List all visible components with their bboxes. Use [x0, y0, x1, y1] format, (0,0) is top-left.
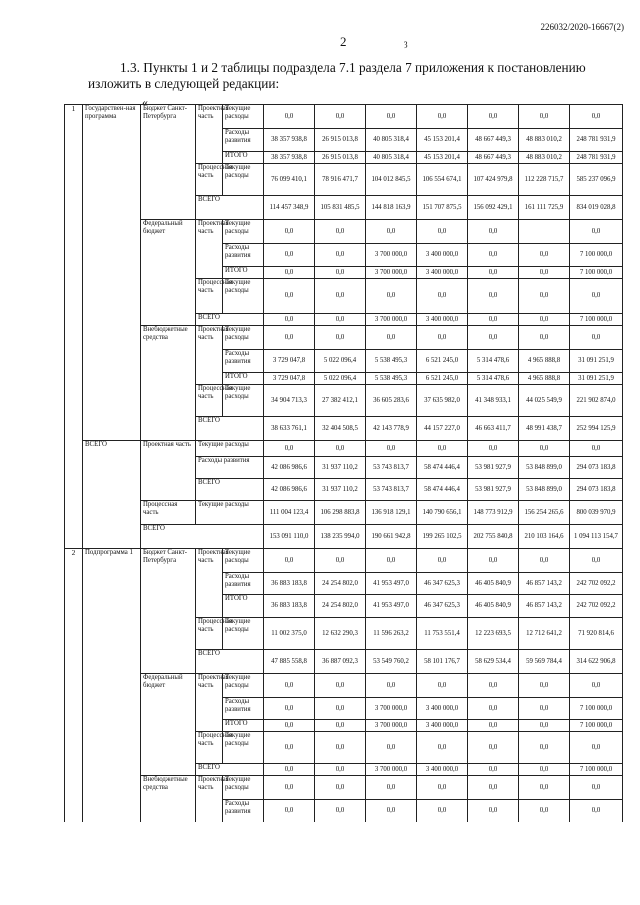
value-cell: 0,0: [468, 244, 519, 267]
value-cell: 156 254 265,6: [519, 501, 570, 525]
value-cell: 3 700 000,0: [366, 764, 417, 776]
value-cell: 0,0: [264, 279, 315, 314]
value-cell: 38 357 938,8: [264, 152, 315, 164]
value-cell: 0,0: [264, 732, 315, 764]
value-cell: 12 712 641,2: [519, 618, 570, 650]
value-cell: 3 700 000,0: [366, 314, 417, 326]
value-cell: 27 382 412,1: [315, 385, 366, 417]
value-cell: 42 143 778,9: [366, 417, 417, 441]
value-cell: 199 265 102,5: [417, 525, 468, 549]
value-cell: 0,0: [570, 279, 623, 314]
value-cell: 0,0: [417, 549, 468, 573]
value-cell: 31 091 251,9: [570, 350, 623, 373]
total-label: ВСЕГО: [196, 314, 264, 326]
value-cell: 11 002 375,0: [264, 618, 315, 650]
program-label: Государствен-ная программа: [83, 105, 141, 441]
value-cell: 0,0: [519, 105, 570, 129]
value-cell: 40 805 318,4: [366, 129, 417, 152]
value-cell: 0,0: [264, 720, 315, 732]
value-cell: 5 538 495,3: [366, 350, 417, 373]
total-label: ВСЕГО: [196, 764, 264, 776]
subtotal-label: ИТОГО: [223, 267, 264, 279]
value-cell: 46 347 625,3: [417, 595, 468, 618]
value-cell: 41 953 497,0: [366, 573, 417, 595]
value-cell: 46 347 625,3: [417, 573, 468, 595]
value-cell: 800 039 970,9: [570, 501, 623, 525]
value-cell: 151 707 875,5: [417, 196, 468, 220]
expense-label: Текущие расходы: [223, 776, 264, 800]
expense-label: Текущие расходы: [223, 279, 264, 314]
value-cell: 294 073 183,8: [570, 457, 623, 479]
table-row: [65, 220, 623, 244]
value-cell: 0,0: [417, 776, 468, 800]
page-number: 2: [340, 34, 347, 49]
value-cell: 0,0: [468, 674, 519, 698]
value-cell: 0,0: [468, 698, 519, 720]
table-row: [65, 776, 623, 800]
value-cell: 44 025 549,9: [519, 385, 570, 417]
value-cell: 0,0: [468, 267, 519, 279]
value-cell: 71 920 814,6: [570, 618, 623, 650]
value-cell: 221 902 874,0: [570, 385, 623, 417]
value-cell: 0,0: [264, 764, 315, 776]
value-cell: 48 883 010,2: [519, 129, 570, 152]
value-cell: 0,0: [417, 800, 468, 822]
expense-label: Текущие расходы: [223, 385, 264, 417]
value-cell: 41 953 497,0: [366, 595, 417, 618]
value-cell: 24 254 802,0: [315, 573, 366, 595]
value-cell: 0,0: [519, 764, 570, 776]
value-cell: 114 457 348,9: [264, 196, 315, 220]
value-cell: 0,0: [366, 674, 417, 698]
value-cell: 0,0: [264, 326, 315, 350]
subtotal-label: ИТОГО: [223, 373, 264, 385]
value-cell: 36 887 092,3: [315, 650, 366, 674]
value-cell: 5 022 096,4: [315, 373, 366, 385]
row-number: 2: [65, 549, 83, 822]
value-cell: 37 635 982,0: [417, 385, 468, 417]
value-cell: 3 700 000,0: [366, 267, 417, 279]
value-cell: 248 781 931,9: [570, 152, 623, 164]
value-cell: 190 661 942,8: [366, 525, 417, 549]
budget-label: Внебюджетные средства: [141, 326, 196, 441]
part-label: Процессная часть: [196, 279, 223, 314]
value-cell: 59 569 784,4: [519, 650, 570, 674]
value-cell: 0,0: [315, 720, 366, 732]
subprogram-label: Подпрограмма 1: [83, 549, 141, 822]
value-cell: 3 400 000,0: [417, 720, 468, 732]
part-label: Проектная часть: [196, 674, 223, 732]
value-cell: 47 885 558,8: [264, 650, 315, 674]
value-cell: 0,0: [366, 441, 417, 457]
value-cell: 46 857 143,2: [519, 573, 570, 595]
value-cell: 38 357 938,8: [264, 129, 315, 152]
value-cell: 3 729 047,8: [264, 373, 315, 385]
value-cell: 48 991 438,7: [519, 417, 570, 441]
part-label: Процессная часть: [196, 164, 223, 196]
value-cell: 0,0: [519, 698, 570, 720]
subtotal-label: ИТОГО: [223, 720, 264, 732]
value-cell: 0,0: [366, 776, 417, 800]
value-cell: 12 632 290,3: [315, 618, 366, 650]
value-cell: 0,0: [570, 776, 623, 800]
value-cell: 1 094 113 154,7: [570, 525, 623, 549]
value-cell: 0,0: [315, 314, 366, 326]
budget-label: Федеральный бюджет: [141, 220, 196, 326]
value-cell: 42 086 986,6: [264, 457, 315, 479]
stray-mark: ȝ: [404, 38, 408, 48]
value-cell: 0,0: [468, 326, 519, 350]
value-cell: 46 405 840,9: [468, 595, 519, 618]
value-cell: 0,0: [570, 732, 623, 764]
value-cell: 0,0: [264, 220, 315, 244]
value-cell: 53 848 899,0: [519, 457, 570, 479]
value-cell: 0,0: [468, 720, 519, 732]
table-row: [65, 326, 623, 350]
value-cell: 0,0: [366, 549, 417, 573]
total-label: ВСЕГО: [83, 441, 141, 549]
value-cell: 0,0: [468, 776, 519, 800]
value-cell: [519, 220, 570, 244]
expense-label: Текущие расходы: [196, 501, 264, 525]
part-label: Проектная часть: [196, 105, 223, 164]
value-cell: 5 538 495,3: [366, 373, 417, 385]
value-cell: 106 298 883,8: [315, 501, 366, 525]
value-cell: 834 019 028,8: [570, 196, 623, 220]
part-label: Проектная часть: [141, 441, 196, 501]
value-cell: 58 101 176,7: [417, 650, 468, 674]
value-cell: 7 100 000,0: [570, 764, 623, 776]
value-cell: 106 554 674,1: [417, 164, 468, 196]
total-label: ВСЕГО: [141, 525, 264, 549]
value-cell: 32 404 508,5: [315, 417, 366, 441]
value-cell: 3 700 000,0: [366, 720, 417, 732]
value-cell: 0,0: [315, 674, 366, 698]
value-cell: 585 237 096,9: [570, 164, 623, 196]
expense-label: Текущие расходы: [223, 105, 264, 129]
value-cell: 45 153 201,4: [417, 152, 468, 164]
value-cell: 3 400 000,0: [417, 698, 468, 720]
budget-label: Федеральный бюджет: [141, 674, 196, 776]
value-cell: 0,0: [519, 776, 570, 800]
expense-label: Текущие расходы: [223, 549, 264, 573]
value-cell: 0,0: [468, 764, 519, 776]
value-cell: 12 223 693,5: [468, 618, 519, 650]
value-cell: 252 994 125,9: [570, 417, 623, 441]
total-label: ВСЕГО: [196, 479, 264, 501]
value-cell: 153 091 110,0: [264, 525, 315, 549]
table-row: [65, 441, 623, 457]
value-cell: 0,0: [570, 105, 623, 129]
value-cell: 3 700 000,0: [366, 698, 417, 720]
value-cell: 53 743 813,7: [366, 457, 417, 479]
value-cell: 0,0: [264, 267, 315, 279]
value-cell: 202 755 840,8: [468, 525, 519, 549]
value-cell: 0,0: [519, 267, 570, 279]
value-cell: 0,0: [315, 105, 366, 129]
value-cell: 0,0: [570, 441, 623, 457]
value-cell: 0,0: [417, 732, 468, 764]
value-cell: 0,0: [519, 441, 570, 457]
value-cell: 0,0: [519, 674, 570, 698]
value-cell: 46 857 143,2: [519, 595, 570, 618]
value-cell: 104 012 845,5: [366, 164, 417, 196]
table-row: [65, 525, 623, 549]
expense-label: Расходы развития: [223, 244, 264, 267]
value-cell: 0,0: [315, 441, 366, 457]
value-cell: 138 235 994,0: [315, 525, 366, 549]
value-cell: 314 622 906,8: [570, 650, 623, 674]
value-cell: 53 848 899,0: [519, 479, 570, 501]
value-cell: 144 818 163,9: [366, 196, 417, 220]
amendment-text: [88, 60, 588, 92]
subtotal-label: ИТОГО: [223, 595, 264, 618]
value-cell: 0,0: [468, 441, 519, 457]
expense-label: Текущие расходы: [223, 326, 264, 350]
value-cell: 0,0: [519, 720, 570, 732]
table-row: [65, 105, 623, 129]
value-cell: 0,0: [519, 549, 570, 573]
value-cell: 210 103 164,6: [519, 525, 570, 549]
value-cell: 38 633 761,1: [264, 417, 315, 441]
value-cell: 294 073 183,8: [570, 479, 623, 501]
funding-table: [64, 104, 623, 822]
expense-label: Расходы развития: [223, 350, 264, 373]
value-cell: 0,0: [417, 441, 468, 457]
value-cell: 45 153 201,4: [417, 129, 468, 152]
value-cell: 112 228 715,7: [519, 164, 570, 196]
table-row: [65, 674, 623, 698]
value-cell: 46 405 840,9: [468, 573, 519, 595]
value-cell: 5 314 478,6: [468, 373, 519, 385]
value-cell: 3 729 047,8: [264, 350, 315, 373]
value-cell: 0,0: [570, 800, 623, 822]
value-cell: 0,0: [519, 326, 570, 350]
value-cell: 26 915 013,8: [315, 152, 366, 164]
table-row: [65, 549, 623, 573]
value-cell: 7 100 000,0: [570, 698, 623, 720]
expense-label: Текущие расходы: [223, 618, 264, 650]
total-label: ВСЕГО: [196, 417, 264, 441]
value-cell: 0,0: [315, 800, 366, 822]
value-cell: 0,0: [519, 800, 570, 822]
value-cell: 0,0: [468, 314, 519, 326]
value-cell: 36 883 183,8: [264, 573, 315, 595]
value-cell: 0,0: [519, 244, 570, 267]
value-cell: 48 883 010,2: [519, 152, 570, 164]
value-cell: 242 702 092,2: [570, 573, 623, 595]
value-cell: 0,0: [264, 800, 315, 822]
value-cell: 11 753 551,4: [417, 618, 468, 650]
part-label: Процессная часть: [196, 385, 223, 417]
expense-label: Расходы развития: [223, 800, 264, 822]
document-number: 226032/2020-16667(2): [540, 22, 624, 32]
value-cell: 53 981 927,9: [468, 479, 519, 501]
value-cell: 3 400 000,0: [417, 244, 468, 267]
part-label: Процессная часть: [196, 732, 223, 764]
value-cell: 6 521 245,0: [417, 373, 468, 385]
expense-label: Текущие расходы: [223, 220, 264, 244]
value-cell: 0,0: [570, 220, 623, 244]
total-label: ВСЕГО: [196, 196, 264, 220]
value-cell: 0,0: [366, 279, 417, 314]
value-cell: 0,0: [366, 220, 417, 244]
value-cell: 7 100 000,0: [570, 720, 623, 732]
value-cell: 0,0: [315, 326, 366, 350]
value-cell: 0,0: [315, 776, 366, 800]
value-cell: 11 596 263,2: [366, 618, 417, 650]
value-cell: 242 702 092,2: [570, 595, 623, 618]
value-cell: 0,0: [264, 674, 315, 698]
value-cell: 7 100 000,0: [570, 244, 623, 267]
value-cell: 58 474 446,4: [417, 457, 468, 479]
value-cell: 0,0: [315, 732, 366, 764]
value-cell: 31 937 110,2: [315, 479, 366, 501]
value-cell: 107 424 979,8: [468, 164, 519, 196]
value-cell: 5 314 478,6: [468, 350, 519, 373]
value-cell: 0,0: [417, 326, 468, 350]
value-cell: 0,0: [417, 220, 468, 244]
subtotal-label: ИТОГО: [223, 152, 264, 164]
budget-label: Бюджет Санкт-Петербурга: [141, 105, 196, 220]
value-cell: 41 348 933,1: [468, 385, 519, 417]
value-cell: 31 091 251,9: [570, 373, 623, 385]
value-cell: 136 918 129,1: [366, 501, 417, 525]
row-number: 1: [65, 105, 83, 549]
value-cell: 140 790 656,1: [417, 501, 468, 525]
value-cell: 3 700 000,0: [366, 244, 417, 267]
value-cell: 0,0: [315, 698, 366, 720]
value-cell: 3 400 000,0: [417, 764, 468, 776]
value-cell: 0,0: [264, 244, 315, 267]
expense-label: Текущие расходы: [223, 732, 264, 764]
value-cell: 0,0: [417, 105, 468, 129]
budget-label: Бюджет Санкт-Петербурга: [141, 549, 196, 674]
value-cell: 0,0: [366, 732, 417, 764]
expense-label: Текущие расходы: [223, 164, 264, 196]
value-cell: 58 629 534,4: [468, 650, 519, 674]
value-cell: 0,0: [468, 279, 519, 314]
part-label: Процессная часть: [196, 618, 223, 650]
part-label: Проектная часть: [196, 549, 223, 618]
value-cell: 46 663 411,7: [468, 417, 519, 441]
value-cell: 156 092 429,1: [468, 196, 519, 220]
value-cell: 0,0: [468, 732, 519, 764]
value-cell: 0,0: [468, 220, 519, 244]
value-cell: 0,0: [570, 549, 623, 573]
value-cell: 0,0: [315, 220, 366, 244]
value-cell: 0,0: [468, 549, 519, 573]
expense-label: Расходы развития: [196, 457, 264, 479]
value-cell: 4 965 888,8: [519, 373, 570, 385]
value-cell: 0,0: [264, 776, 315, 800]
value-cell: 0,0: [519, 279, 570, 314]
value-cell: 53 743 813,7: [366, 479, 417, 501]
opening-quote: «: [142, 95, 148, 109]
part-label: Проектная часть: [196, 220, 223, 279]
value-cell: 0,0: [519, 732, 570, 764]
value-cell: 4 965 888,8: [519, 350, 570, 373]
table-row: [65, 501, 623, 525]
value-cell: 6 521 245,0: [417, 350, 468, 373]
part-label: Процессная часть: [141, 501, 196, 525]
value-cell: 42 086 986,6: [264, 479, 315, 501]
value-cell: 24 254 802,0: [315, 595, 366, 618]
amendment-line-2: изложить в следующей редакции:: [88, 76, 280, 91]
value-cell: 44 157 227,0: [417, 417, 468, 441]
budget-label: Внебюджетные средства: [141, 776, 196, 822]
value-cell: 40 805 318,4: [366, 152, 417, 164]
value-cell: 0,0: [417, 674, 468, 698]
value-cell: 105 831 485,5: [315, 196, 366, 220]
value-cell: 111 004 123,4: [264, 501, 315, 525]
value-cell: 78 916 471,7: [315, 164, 366, 196]
value-cell: 36 883 183,8: [264, 595, 315, 618]
value-cell: 0,0: [264, 314, 315, 326]
value-cell: 0,0: [417, 279, 468, 314]
value-cell: 0,0: [570, 326, 623, 350]
value-cell: 0,0: [366, 105, 417, 129]
value-cell: 58 474 446,4: [417, 479, 468, 501]
value-cell: 36 605 283,6: [366, 385, 417, 417]
value-cell: 48 667 449,3: [468, 152, 519, 164]
value-cell: 0,0: [315, 279, 366, 314]
value-cell: 148 773 912,9: [468, 501, 519, 525]
value-cell: 0,0: [264, 441, 315, 457]
value-cell: 31 937 110,2: [315, 457, 366, 479]
value-cell: 7 100 000,0: [570, 267, 623, 279]
value-cell: 0,0: [570, 674, 623, 698]
value-cell: 76 099 410,1: [264, 164, 315, 196]
value-cell: 7 100 000,0: [570, 314, 623, 326]
value-cell: 0,0: [366, 800, 417, 822]
expense-label: Текущие расходы: [196, 441, 264, 457]
value-cell: 26 915 013,8: [315, 129, 366, 152]
value-cell: 48 667 449,3: [468, 129, 519, 152]
value-cell: 248 781 931,9: [570, 129, 623, 152]
value-cell: 53 981 927,9: [468, 457, 519, 479]
expense-label: Текущие расходы: [223, 674, 264, 698]
value-cell: 0,0: [264, 698, 315, 720]
value-cell: 0,0: [468, 800, 519, 822]
amendment-line-1: 1.3. Пункты 1 и 2 таблицы подраздела 7.1 раздела 7 приложения к постановлению: [120, 60, 586, 75]
expense-label: Расходы развития: [223, 698, 264, 720]
expense-label: Расходы развития: [223, 129, 264, 152]
part-label: Проектная часть: [196, 326, 223, 385]
value-cell: 34 904 713,3: [264, 385, 315, 417]
value-cell: 0,0: [264, 549, 315, 573]
part-label: Проектная часть: [196, 776, 223, 822]
value-cell: 0,0: [315, 764, 366, 776]
value-cell: 0,0: [315, 549, 366, 573]
value-cell: 0,0: [264, 105, 315, 129]
value-cell: 0,0: [315, 267, 366, 279]
value-cell: 161 111 725,9: [519, 196, 570, 220]
value-cell: 3 400 000,0: [417, 267, 468, 279]
value-cell: 0,0: [519, 314, 570, 326]
value-cell: 0,0: [366, 326, 417, 350]
expense-label: Расходы развития: [223, 573, 264, 595]
value-cell: 0,0: [468, 105, 519, 129]
value-cell: 3 400 000,0: [417, 314, 468, 326]
value-cell: 5 022 096,4: [315, 350, 366, 373]
total-label: ВСЕГО: [196, 650, 264, 674]
value-cell: 0,0: [315, 244, 366, 267]
value-cell: 53 549 760,2: [366, 650, 417, 674]
